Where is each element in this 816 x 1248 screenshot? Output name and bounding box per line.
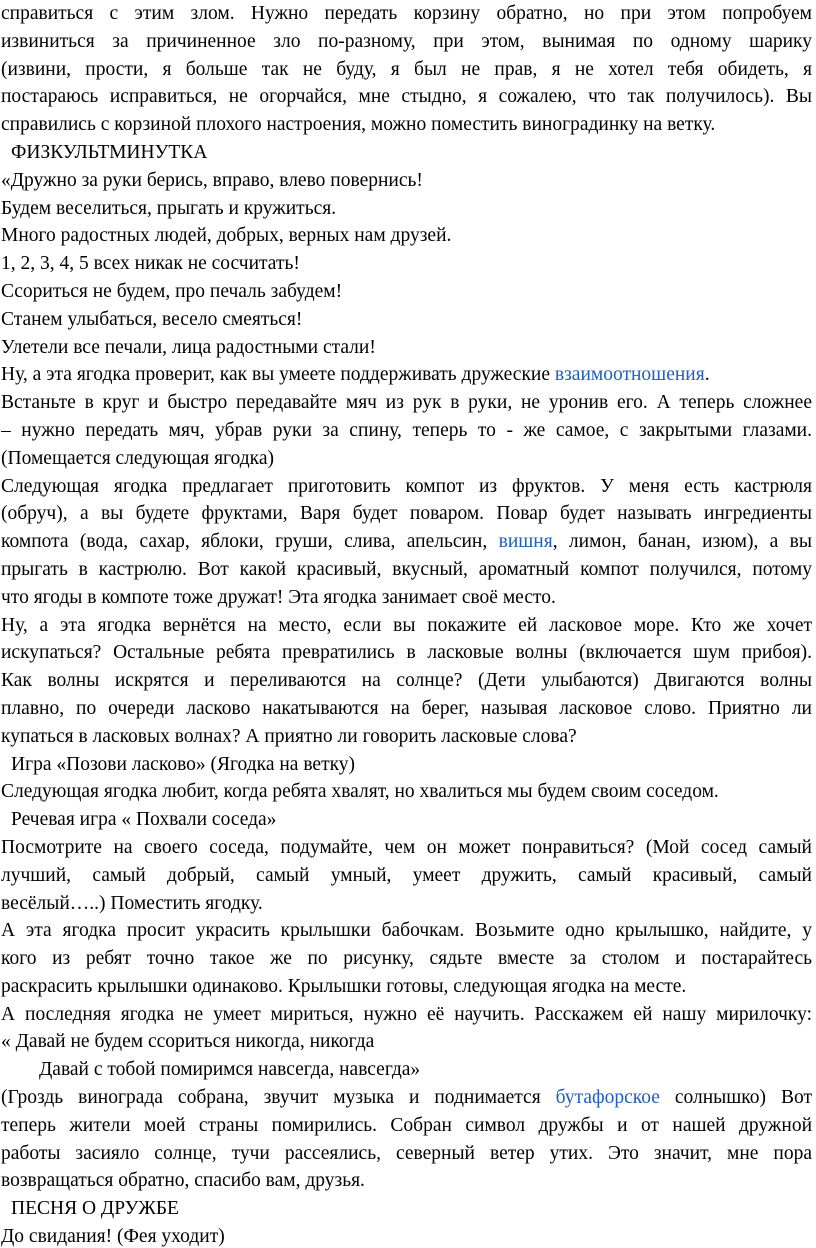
text-line: [1, 445, 812, 473]
text-line: [1, 139, 812, 167]
hyperlink[interactable]: взаимоотношения: [554, 364, 705, 386]
line-text: купаться в ласковых волнах? А приятно ли говорить ласковые слова?: [1, 725, 577, 747]
text-line: [1, 695, 812, 723]
line-text: Давай с тобой помиримся навсегда, навсегда»: [39, 1059, 421, 1081]
line-text: кого из ребят точно такое же по рисунку, сядьте вместе за столом и постарайтесь: [1, 948, 812, 970]
text-line: [1, 612, 812, 640]
text-line: [1, 1028, 812, 1056]
text-line: [1, 1001, 812, 1029]
line-text: Ссориться не будем, про печаль забудем!: [1, 280, 343, 302]
line-text: справиться с этим злом. Нужно передать корзину обратно, но при этом попробуем: [1, 3, 812, 24]
line-text: плавно, по очереди ласково накатываются на берег, называя ласковое слово. Приятно ли: [1, 697, 812, 719]
line-text: Речевая игра « Похвали соседа»: [11, 809, 277, 831]
text-line: [1, 862, 812, 890]
text-line: [1, 500, 812, 528]
line-text: Ну, а эта ягодка вернётся на место, если вы покажите ей ласковое море. Кто же хочет: [1, 614, 812, 636]
text-line: [1, 306, 812, 334]
line-text: работы засияло солнце, тучи рассеялись, северный ветер утих. Это значит, мне пора: [1, 1142, 812, 1164]
line-text: справились с корзиной плохого настроения, можно поместить виноградинку на ветку.: [1, 114, 716, 136]
line-text: что ягоды в компоте тоже дружат! Эта ягодка занимает своё место.: [1, 586, 556, 608]
hyperlink[interactable]: бутафорское: [555, 1087, 660, 1109]
line-text: ФИЗКУЛЬТМИНУТКА: [11, 141, 208, 163]
line-text: возвращаться обратно, спасибо вам, друзья.: [1, 1170, 365, 1192]
text-line: [1, 723, 812, 751]
text-line: [1, 639, 812, 667]
text-line: [1, 361, 812, 389]
line-text: извиниться за причиненное зло по-разному, при этом, вынимая по одному шарику: [1, 30, 812, 52]
line-text: Как волны искрятся и переливаются на солнце? (Дети улыбаются) Двигаются волны: [1, 670, 812, 692]
text-line: [1, 56, 812, 84]
line-text: Улетели все печали, лица радостными стали!: [1, 336, 376, 358]
line-text: Следующая ягодка любит, когда ребята хвалят, но хвалиться мы будем своим соседом.: [1, 781, 719, 803]
line-text: Будем веселиться, прыгать и кружиться.: [1, 197, 337, 219]
text-line: [1, 834, 812, 862]
line-text: раскрасить крылышки одинаково. Крылышки готовы, следующая ягодка на месте.: [1, 975, 687, 997]
line-text: Следующая ягодка предлагает приготовить компот из фруктов. У меня есть кастрюля: [1, 475, 812, 497]
line-text: лучший, самый добрый, самый умный, умеет дружить, самый красивый, самый: [1, 864, 812, 886]
text-line: [1, 1167, 812, 1195]
text-line: [1, 222, 812, 250]
text-line: [1, 751, 812, 779]
text-line: [1, 278, 812, 306]
line-text: весёлый…..) Поместить ягодку.: [1, 892, 263, 914]
line-text: искупаться? Остальные ребята превратились в ласковые волны (включается шум прибоя).: [1, 642, 812, 664]
hyperlink[interactable]: вишня: [498, 531, 553, 553]
line-text: 1, 2, 3, 4, 5 всех никак не сосчитать!: [1, 253, 300, 275]
text-line: [1, 473, 812, 501]
text-line: [1, 195, 812, 223]
line-text: А последняя ягодка не умеет мириться, нужно её научить. Расскажем ей нашу мирилочку:: [1, 1003, 812, 1025]
line-text: « Давай не будем ссориться никогда, никогда: [1, 1031, 375, 1053]
text-line: [1, 0, 812, 28]
text-line: [1, 28, 812, 56]
line-text: Посмотрите на своего соседа, подумайте, чем он может понравиться? (Мой сосед самый: [1, 836, 812, 858]
line-text-after-link: .: [704, 364, 710, 386]
line-text: компота (вода, сахар, яблоки, груши, слива, апельсин,: [1, 531, 499, 553]
text-line: [1, 1056, 812, 1084]
text-line: [1, 334, 812, 362]
line-text: (обруч), а вы будете фруктами, Варя будет поваром. Повар будет называть ингредиенты: [1, 503, 812, 525]
text-line: [1, 584, 812, 612]
line-text: До свидания! (Фея уходит): [1, 1226, 225, 1248]
text-line: [1, 250, 812, 278]
line-text: (Помещается следующая ягодка): [1, 447, 274, 469]
text-line: [1, 778, 812, 806]
line-text: (извини, прости, я больше так не буду, я был не прав, я не хотел тебя обидеть, я: [1, 58, 812, 80]
text-line: [1, 917, 812, 945]
text-line: [1, 890, 812, 918]
line-text: (Гроздь винограда собрана, звучит музыка и поднимается: [1, 1087, 556, 1109]
text-line: [1, 1195, 812, 1223]
line-text: «Дружно за руки берись, вправо, влево повернись!: [1, 169, 423, 191]
text-line: [1, 1140, 812, 1168]
text-line: [1, 1084, 812, 1112]
text-line: [1, 417, 812, 445]
line-text: – нужно передать мяч, убрав руки за спину, теперь то - же самое, с закрытыми глазами.: [1, 419, 812, 441]
text-line: [1, 111, 812, 139]
text-line: [1, 806, 812, 834]
text-line: [1, 667, 812, 695]
text-line: [1, 83, 812, 111]
text-line: [1, 167, 812, 195]
line-text: Станем улыбаться, весело смеяться!: [1, 308, 303, 330]
line-text: постараюсь исправиться, не огорчайся, мне стыдно, я сожалею, что так получилось). Вы: [1, 86, 812, 108]
text-line: [1, 1223, 812, 1248]
line-text: Игра «Позови ласково» (Ягодка на ветку): [11, 753, 356, 775]
text-line: [1, 973, 812, 1001]
line-text-after-link: солнышко) Вот: [659, 1087, 812, 1109]
line-text-after-link: , лимон, банан, изюм), а вы: [552, 531, 812, 553]
line-text: Много радостных людей, добрых, верных нам друзей.: [1, 225, 452, 247]
line-text: ПЕСНЯ О ДРУЖБЕ: [11, 1198, 179, 1220]
text-line: [1, 945, 812, 973]
line-text: прыгать в кастрюлю. Вот какой красивый, вкусный, ароматный компот получился, потому: [1, 558, 812, 580]
line-text: теперь жители моей страны помирились. Собран символ дружбы и от нашей дружной: [1, 1114, 812, 1136]
text-line: [1, 556, 812, 584]
text-line: [1, 1112, 812, 1140]
text-line: [1, 528, 812, 556]
text-line: [1, 389, 812, 417]
line-text: Ну, а эта ягодка проверит, как вы умеете поддерживать дружеские: [1, 364, 555, 386]
line-text: Встаньте в круг и быстро передавайте мяч из рук в руки, не уронив его. А теперь сложнее: [1, 392, 812, 414]
line-text: А эта ягодка просит украсить крылышки бабочкам. Возьмите одно крылышко, найдите, у: [1, 920, 812, 942]
